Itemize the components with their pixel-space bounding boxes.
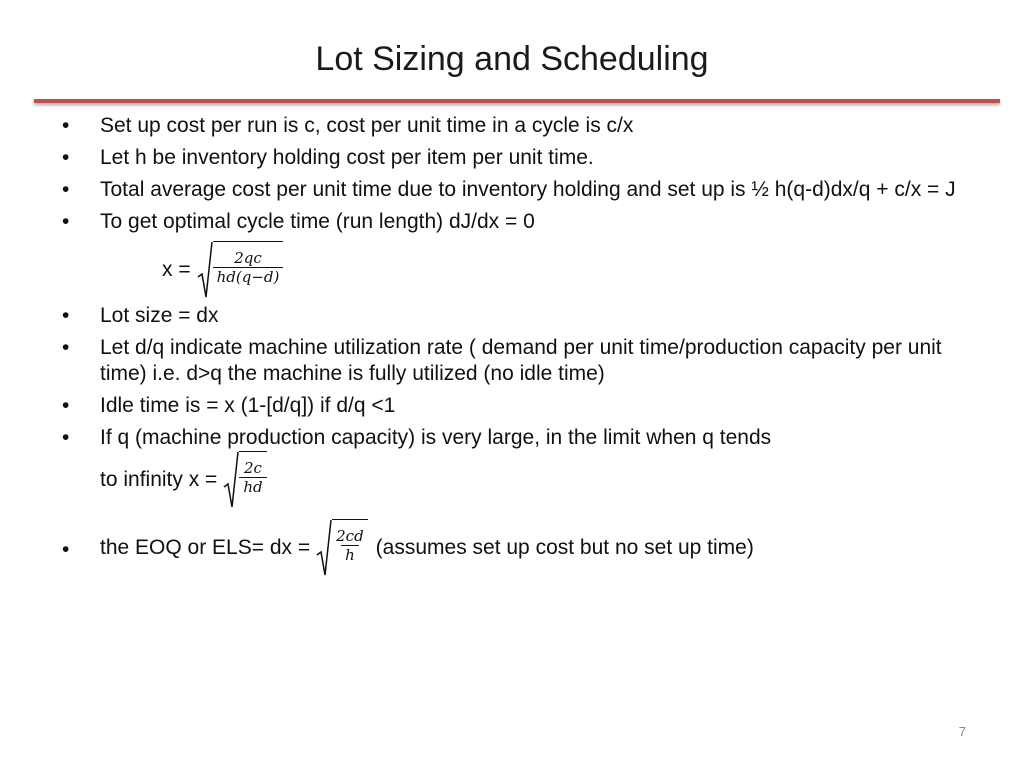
- radical-sign-icon: [197, 241, 213, 299]
- radicand: [332, 519, 368, 577]
- bullet-dot: •: [62, 394, 70, 417]
- bullet-dot: •: [62, 210, 70, 233]
- bullet-item: [62, 425, 962, 509]
- bullet-text-line: If q (machine production capacity) is very large, in the limit when q tends: [100, 426, 772, 449]
- bullet-text: [100, 519, 754, 577]
- bullet-dot: •: [62, 336, 70, 359]
- bullet-item: [62, 335, 962, 387]
- radicand: [213, 241, 284, 299]
- bullet-text: [100, 425, 962, 509]
- bullet-dot: •: [62, 114, 70, 137]
- square-root: [316, 519, 368, 577]
- bullet-dot: •: [62, 146, 70, 169]
- formula-lhs: x =: [162, 258, 191, 281]
- bullet-item: [62, 209, 962, 235]
- radical-sign-icon: [316, 519, 332, 577]
- bullet-text: Set up cost per run is c, cost per unit time in a cycle is c/x: [100, 114, 634, 137]
- bullet-item: [62, 393, 962, 419]
- bullet-text-fragment: the EOQ or ELS= dx =: [100, 536, 311, 559]
- bullet-text: Let d/q indicate machine utilization rate ( demand per unit time/production capacity per unit time) i.e. d>q the machine is fully utilized (no idle time): [100, 336, 942, 385]
- fraction-denominator: hd(q−d): [213, 267, 284, 286]
- bullet-dot: •: [62, 426, 70, 449]
- fraction-denominator: h: [341, 545, 359, 564]
- bullet-dot: •: [62, 538, 70, 561]
- bullet-text-fragment: to infinity x =: [100, 468, 218, 491]
- radical-sign-icon: [223, 451, 239, 509]
- bullet-text: Idle time is = x (1-[d/q]) if d/q <1: [100, 394, 396, 417]
- fraction-numerator: 2qc: [234, 249, 262, 267]
- slide-title: Lot Sizing and Scheduling: [315, 40, 709, 78]
- optimal-cycle-formula: [62, 241, 962, 299]
- slide-body: [62, 113, 962, 583]
- fraction-numerator: 2cd: [336, 527, 364, 545]
- fraction: [213, 249, 284, 286]
- bullet-item: [62, 519, 962, 577]
- bullet-item: [62, 145, 962, 171]
- bullet-dot: •: [62, 304, 70, 327]
- bullet-item: [62, 303, 962, 329]
- page-number: 7: [958, 724, 966, 739]
- fraction-numerator: 2c: [243, 459, 262, 477]
- bullet-item: [62, 177, 962, 203]
- fraction-denominator: hd: [239, 477, 266, 496]
- bullet-text-line: [100, 451, 267, 509]
- radicand: [239, 451, 266, 509]
- fraction: [239, 459, 266, 496]
- bullet-item: [62, 113, 962, 139]
- bullet-dot: •: [62, 178, 70, 201]
- bullet-text: Let h be inventory holding cost per item per unit time.: [100, 146, 594, 169]
- square-root: [223, 451, 266, 509]
- bullet-text-fragment: (assumes set up cost but no set up time): [375, 536, 754, 559]
- square-root: [197, 241, 284, 299]
- bullet-text: To get optimal cycle time (run length) dJ/dx = 0: [100, 210, 535, 233]
- bullet-text: Total average cost per unit time due to inventory holding and set up is ½ h(q-d)dx/q + c/x = J: [100, 178, 956, 201]
- fraction: [332, 527, 368, 564]
- bullet-text: Lot size = dx: [100, 304, 219, 327]
- title-divider: [34, 99, 1000, 103]
